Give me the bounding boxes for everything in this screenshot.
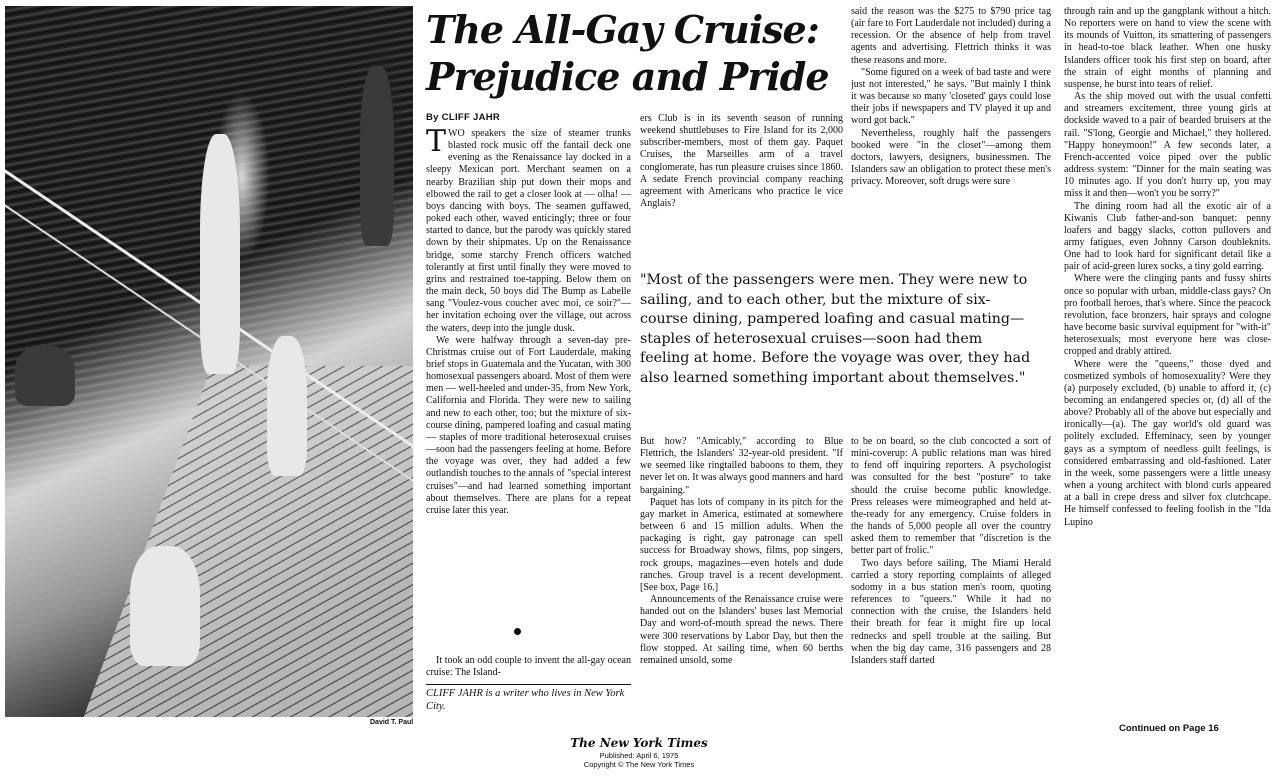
article-column-1-end bbox=[426, 655, 631, 681]
paragraph: Announcements of the Renaissance cruise were handed out on the Islanders' buses last Memorial Day and word-of-mouth spread the news. There were 300 reservations by Labor Day, but then the flow stopped. At sailing time, when 60 berths remained unsold, some bbox=[640, 594, 843, 666]
paragraph: Paquet has lots of company in its pitch for the gay market in America, estimated at somewhere between 6 and 15 million adults. When the packaging is right, gay patronage can spell success for Broadway shows, films, pop singers, rock groups, magazines—even hotels and dude ranches. Group travel is a recent development. [See box, Page 16.] bbox=[640, 496, 843, 593]
article-column-2-bottom bbox=[640, 436, 843, 738]
byline: By CLIFF JAHR bbox=[426, 112, 501, 123]
published-date: Published: April 6, 1975 bbox=[599, 751, 679, 760]
nyt-logo: The New York Times bbox=[570, 736, 708, 750]
paragraph: As the ship moved out with the usual confetti and streamers excitement, three young girls at dockside waved to a pair of bearded bruisers at the rail. "S'long, Georgie and Michael," they hollered. "Happy honeymoon!" A few seconds later, a French-accented voice piped over the public address system: "Dinner for the main seating was 10 minutes ago. If you don't hurry up, you may miss it and then—won't you be sorry?" bbox=[1064, 91, 1271, 200]
reclining-man-figure bbox=[130, 546, 200, 666]
paragraph: But how? "Amicably," according to Blue Flettrich, the Islanders' 32-year-old president. "If we seemed like ringtailed baboons to them, they never let on. It was always good manners and hard bargaining." bbox=[640, 436, 843, 496]
paragraph: through rain and up the gangplank without a hitch. No reporters were on hand to view the scene with its mounds of Vuitton, its smattering of passengers in head-to-toe black leather. When one husky Islanders officer took his first step on board, after the strain of eight months of planning and suspense, he burst into tears of relief. bbox=[1064, 6, 1271, 90]
cruise-deck-photo bbox=[5, 6, 413, 717]
author-note: CLIFF JAHR is a writer who lives in New York City. bbox=[426, 684, 631, 713]
section-bullet-icon bbox=[514, 628, 521, 635]
continued-note: Continued on Page 16 bbox=[1119, 723, 1219, 734]
paragraph: It took an odd couple to invent the all-gay ocean cruise: The Island- bbox=[426, 655, 631, 679]
article-column-3-bottom bbox=[851, 436, 1051, 738]
paragraph: Where were the "queens," those dyed and cosmetized symbols of homosexuality? Were they (a) purposely excluded, (b) unable to afford it, (c) becoming an endangered species or, (d) all of the above? Probably all of the above but especially and ironically—(a). The gay world's old guard was politely excluded. Effeminacy, seen by younger gays as a symptom of needless guilt feelings, is considered embarrassing and old-fashioned. Later in the week, some passengers were a little uneasy when a young architect with blond curls appeared at a ball in crepe dress and silver fox clutchcape. He himself confessed to feeling foolish in the "Ida Lupino bbox=[1064, 358, 1271, 528]
paragraph: said the reason was the $275 to $790 price tag (air fare to Fort Lauderdale not included) during a recession. Or the absence of help from travel agents and advertising. Flettrich thinks it was these reasons and more. bbox=[851, 6, 1051, 66]
headline bbox=[426, 6, 846, 100]
paragraph: The dining room had all the exotic air of a Kiwanis Club father-and-son banquet: penny loafers and baggy slacks, cotton pullovers and army fatigues, even Johnny Carson doubleknits. One had to look hard for significant detail like a pair of acid-green lurex socks, a tiny gold earring. bbox=[1064, 200, 1271, 273]
headline-line-1: The All-Gay Cruise: bbox=[426, 7, 819, 52]
paragraph: We were halfway through a seven-day pre-Christmas cruise out of Fort Lauderdale, making brief stops in Guatemala and the Yucatan, with 300 homosexual passengers aboard. Most of them were men — well-heeled and under-35, from New York, California and Florida. They were new to sailing and new to each other, too; but the mixture of six-course dining, pampered loafing and casual mating — staples of more traditional heterosexual cruises—soon had the passengers feeling at home. Before the voyage was over, they had added a few outlandish touches to the annals of "special interest cruises"—and had learned something important about themselves. There are plans for a repeat cruise later this year. bbox=[426, 334, 631, 516]
headline-line-2: Prejudice and Pride bbox=[426, 54, 829, 99]
drop-cap: T bbox=[426, 128, 447, 159]
article-column-1 bbox=[426, 128, 631, 628]
footer bbox=[0, 736, 1278, 769]
paragraph: Where were the clinging pants and fussy shirts once so popular with urban, middle-class gays? On pro football heroes, that's where. Since the peacock revolution, face bronzers, hair sprays and cologne have become basic survival equipment for "with-it" heterosexuals; most everyone here was close-cropped and drably attired. bbox=[1064, 273, 1271, 358]
paragraph: "Some figured on a week of bad taste and were just not interested," he says. "But mainly I think it was because so many 'closeted' gays could lose their jobs if newspapers and TV played it up and word got back." bbox=[851, 66, 1051, 127]
deck-planks bbox=[59, 366, 413, 717]
copyright: Copyright © The New York Times bbox=[583, 760, 695, 769]
waiter-figure bbox=[200, 134, 240, 374]
paragraph: Nevertheless, roughly half the passengers booked were "in the closet"—among them doctors, lawyers, designers, businessmen. The Islanders saw an obligation to protect these men's privacy. Moreover, soft drugs were sure bbox=[851, 127, 1051, 188]
lounger-figure bbox=[15, 346, 75, 406]
paragraph: ers Club is in its seventh season of running weekend shuttlebuses to Fire Island for its 2,000 subscriber-members, most of them gay. Paquet Cruises, the Marseilles arm of a travel conglomerate, has run pleasure cruises since 1860. A sedate French provincial company reaching agreement with Americans who practice le vice Anglais? bbox=[640, 113, 843, 210]
sunbather-figure bbox=[267, 336, 307, 476]
paragraph: to be on board, so the club concocted a sort of mini-coverup: A public relations man was hired to fend off inquiring reporters. A psychologist was consulted for the best "posture" to take should the cruise become public knowledge. Press releases were mimeographed and held at-the-ready for any emergency. Cruise folders in the hands of 5,000 people all over the country asked them to remember that "discretion is the better part of frolic." bbox=[851, 436, 1051, 557]
pull-quote: "Most of the passengers were men. They were new to sailing, and to each other, but the mixture of six-course dining, pampered loafing and casual mating—staples of heterosexual cruises—soon had them feeling at home. Before the voyage was over, they had also learned something important about themselves." bbox=[640, 272, 1031, 386]
article-column-4 bbox=[1064, 6, 1271, 716]
paragraph: Two days before sailing, The Miami Herald carried a story reporting complaints of alleged sodomy in a bus station men's room, quoting references to "queers." While it had no connection with the cruise, the Islanders held their breath for fear it might fire up local rednecks and spell trouble at the sailing. But when the big day came, 316 passengers and 28 Islanders staff darted bbox=[851, 557, 1051, 666]
article-column-2-top bbox=[640, 113, 843, 259]
standing-man-figure bbox=[360, 66, 394, 246]
article-column-3-top bbox=[851, 6, 1051, 254]
lead-paragraph: TWO speakers the size of steamer trunks blasted rock music off the fantail deck one evening as the Renaissance lay docked in a sleepy Mexican port. Merchant seamen on a nearby Brazilian ship put down their mops and elbowed the rail to get a closer look at — olha! — boys dancing with boys. The seamen guffawed, poked each other, waved enticingly; three or four started to dance, but the parody was quickly stared down by their shipmates. Up on the Renaissance bridge, some starchy French officers watched tolerantly at first until finally they were moved to grins and restrained toe-tapping. Below them on the main deck, 50 boys did The Bump as Labelle sang "Voulez-vous coucher avec moi, ce soir?"—her invitation echoing over the village, out across the waters, deep into the jungle dusk. bbox=[426, 128, 631, 334]
photo-credit: David T. Paul bbox=[370, 719, 414, 726]
